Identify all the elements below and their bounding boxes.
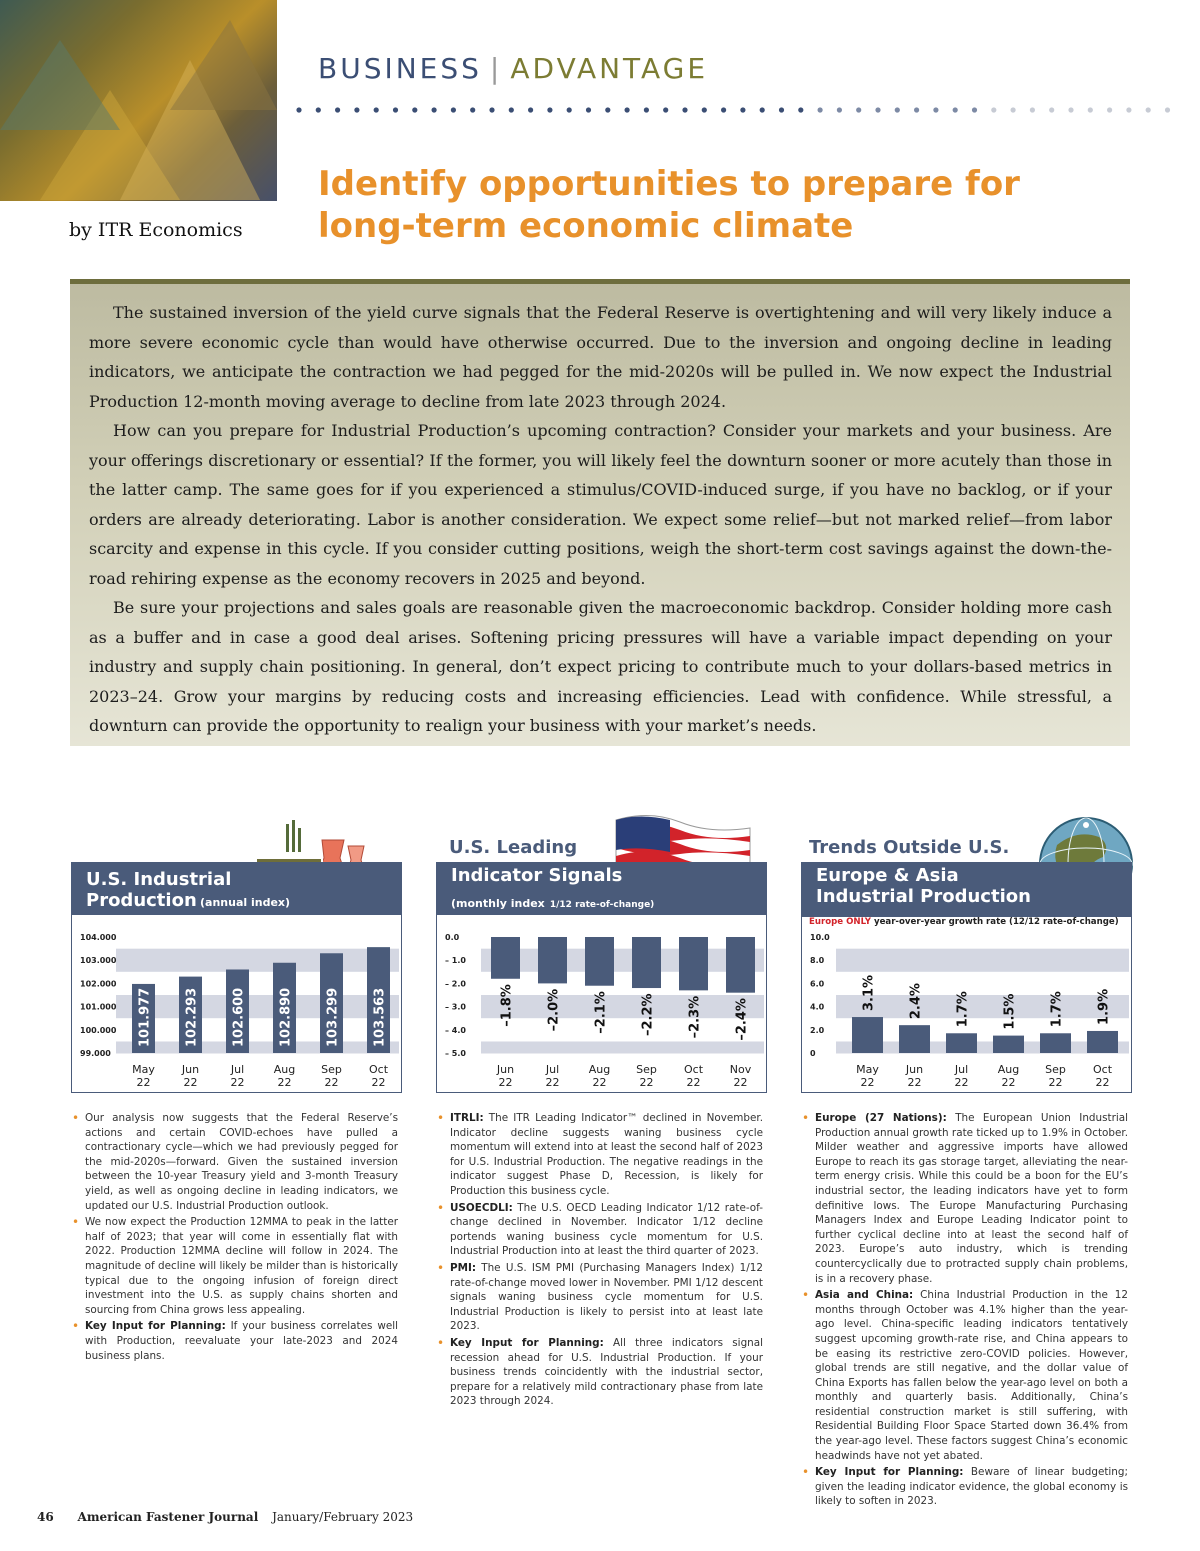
bar-value-label: 2.4% <box>908 983 924 1020</box>
rule-dot <box>1107 107 1112 112</box>
chart2-subtitle-small: 1/12 rate-of-change) <box>549 900 655 910</box>
bullet-item <box>802 1465 1128 1509</box>
bar <box>538 937 567 983</box>
y-tick-label: – 4.0 <box>445 1025 466 1035</box>
x-tick-label: 22 <box>498 1076 513 1089</box>
bar <box>491 937 520 979</box>
rule-dot <box>856 107 861 112</box>
bar <box>679 937 708 990</box>
page-footer <box>37 1510 413 1524</box>
x-tick-label: 22 <box>277 1076 292 1089</box>
bullet-text: China Industrial Production in the 12 months through October was 4.1% higher than the year-ago level. China-specific leading indicators tentatively suggest upcoming growth-rate rise, and China appears to be easing its restrictive zero-COVID policies. However, global trends are still negative, and the dollar value of China Exports has fallen below the year-ago level on both a monthly and quarterly basis. Additionally, China’s residential construction market is still suffering, with Residential Building Floor Space Started down 36.4% from the year-ago level. These factors suggest China’s economic headwinds have not yet abated. <box>815 1289 1129 1462</box>
y-tick-label: – 5.0 <box>445 1049 466 1058</box>
rule-dot <box>1126 107 1131 112</box>
x-tick-label: 22 <box>1095 1076 1110 1089</box>
bar <box>1040 1033 1071 1053</box>
kicker-business: BUSINESS <box>318 52 482 85</box>
y-tick-label: 4.0 <box>810 1002 825 1012</box>
bar-value-label: 103.563 <box>372 987 388 1047</box>
chart-panel-leading-indicators <box>436 862 767 1093</box>
rule-dot <box>895 107 900 112</box>
rule-dot <box>470 107 475 112</box>
rule-dot <box>625 107 630 112</box>
grid-band <box>116 983 399 995</box>
rule-dot <box>702 107 707 112</box>
rule-dot <box>798 107 803 112</box>
chart-panel-industrial-production <box>71 862 402 1093</box>
bullet-lead: PMI: <box>450 1261 476 1274</box>
x-tick-label: 22 <box>1001 1076 1016 1089</box>
bar-value-label: 3.1% <box>861 974 877 1012</box>
chart3-title-line1: Europe & Asia <box>816 865 959 886</box>
x-tick-label: Nov <box>729 1063 752 1076</box>
chart2-title-line1: U.S. Leading <box>449 837 578 858</box>
x-tick-label: Jun <box>496 1063 515 1076</box>
rule-dot <box>972 107 977 112</box>
grid-band <box>481 960 764 972</box>
x-tick-label: Aug <box>273 1063 296 1076</box>
bar <box>852 1017 883 1053</box>
issue-date: January/February 2023 <box>272 1510 414 1524</box>
bullets-column-1 <box>72 1111 398 1365</box>
headline: Identify opportunities to prepare for long-term economic climate <box>318 164 1020 246</box>
x-tick-label: Jun <box>905 1063 924 1076</box>
rule-dot <box>644 107 649 112</box>
rule-dot <box>316 107 321 112</box>
rule-dot <box>1088 107 1093 112</box>
chart1-title: U.S. Industrial Production <box>86 869 232 911</box>
dotted-rule <box>292 103 1182 117</box>
rule-dot <box>412 107 417 112</box>
grid-band <box>116 1030 399 1042</box>
grid-band <box>481 1007 764 1019</box>
bar-value-label: 102.600 <box>231 987 247 1047</box>
rule-dot <box>547 107 552 112</box>
x-tick-label: 22 <box>592 1076 607 1089</box>
grid-band <box>116 995 399 1007</box>
rule-dot <box>296 107 301 112</box>
rule-dot <box>432 107 437 112</box>
bullet-lead: USOECDLI: <box>450 1201 513 1214</box>
rule-dot <box>933 107 938 112</box>
x-tick-label: Aug <box>588 1063 611 1076</box>
rule-dot <box>953 107 958 112</box>
grid-band <box>116 949 399 961</box>
bar-value-label: –2.1% <box>593 991 609 1034</box>
kicker-advantage: ADVANTAGE <box>510 52 709 85</box>
grid-band <box>481 937 764 949</box>
bullet-lead: Key Input for Planning: <box>450 1336 604 1349</box>
bullet-lead: Asia and China: <box>815 1289 914 1302</box>
grid-band <box>116 960 399 972</box>
rule-dot <box>509 107 514 112</box>
rule-dot <box>1049 107 1054 112</box>
x-tick-label: 22 <box>136 1076 151 1089</box>
y-tick-label: – 1.0 <box>445 956 466 966</box>
bullet-item <box>802 1288 1128 1463</box>
y-tick-label: 104.000 <box>80 933 117 942</box>
bullet-text: All three indicators signal recession ahead for U.S. Industrial Production. If your business trends coincidently with the industrial sector, prepare for a relatively mild contractionary phase from late 2023 through 2024. <box>450 1336 764 1408</box>
rule-dot <box>721 107 726 112</box>
rule-dot <box>875 107 880 112</box>
x-tick-label: Sep <box>1045 1063 1066 1076</box>
x-tick-label: 22 <box>324 1076 339 1089</box>
y-tick-label: 10.0 <box>810 933 830 942</box>
bullet-lead: ITRLI: <box>450 1112 484 1124</box>
rule-dot <box>682 107 687 112</box>
bar-value-label: –1.8% <box>499 984 515 1027</box>
intro-paragraph: The sustained inversion of the yield curve signals that the Federal Reserve is overtightening and will very likely induce a more severe economic cycle than would have otherwise occurred. Due to the inversion and ongoing decline in leading indicators, we anticipate the contraction we had pegged for the mid-2020s will be pulled in. We now expect the Industrial Production 12-month moving average to decline from late 2023 through 2024. <box>89 303 1112 411</box>
x-tick-label: Oct <box>1092 1063 1113 1076</box>
bullet-lead: Key Input for Planning: <box>85 1320 226 1333</box>
y-tick-label: 101.000 <box>80 1002 117 1012</box>
bar-value-label: –2.2% <box>640 993 656 1037</box>
rule-dot <box>1146 107 1151 112</box>
chart3-title-above: Trends Outside U.S. <box>809 837 1010 858</box>
header-photo-graphic <box>0 0 277 201</box>
kicker-divider: | <box>489 52 503 85</box>
grid-band <box>836 1007 1129 1019</box>
y-tick-label: 100.000 <box>80 1025 117 1035</box>
magazine-name: American Fastener Journal <box>77 1510 259 1524</box>
x-tick-label: Sep <box>321 1063 342 1076</box>
bar-value-label: 1.7% <box>1049 991 1065 1028</box>
bar-value-label: 101.977 <box>137 987 153 1047</box>
x-tick-label: 22 <box>907 1076 922 1089</box>
bar-value-label: 102.890 <box>278 987 294 1047</box>
intro-paragraph: Be sure your projections and sales goals are reasonable given the macroeconomic backdrop. Consider holding more cash as a buffer and in case a good deal arises. Softening pricing pressures will have a variable impact depending on your industry and supply chain positioning. In general, don’t expect pricing to contribute much to your dollars-based metrics in 2023–24. Grow your margins by reducing costs and increasing efficiencies. Lead with confidence. While stressful, a downturn can provide the opportunity to realign your business with your market’s needs. <box>89 598 1112 735</box>
rule-dot <box>393 107 398 112</box>
bar-value-label: 1.9% <box>1096 988 1112 1025</box>
chart3-note-red: Europe ONLY <box>809 917 871 927</box>
bar <box>1087 1031 1118 1053</box>
y-tick-label: – 2.0 <box>445 979 466 989</box>
x-tick-label: 22 <box>733 1076 748 1089</box>
intro-paragraph: How can you prepare for Industrial Production’s upcoming contraction? Consider your markets and your business. Are your offerings discretionary or essential? If the former, you will likely feel the downturn sooner or more acutely than those in the latter camp. The same goes for if you experienced a stimulus/COVID-induced surge, if you have no backlog, or if your orders are already deteriorating. Labor is another consideration. We expect some relief—but not marked relief—from labor scarcity and expense in this cycle. If you consider cutting positions, weigh the short-term cost savings against the down-the-road rehiring expense as the economy recovers in 2025 and beyond. <box>89 421 1112 588</box>
bullet-text: Our analysis now suggests that the Federal Reserve’s actions and certain COVID-echoes have pulled a contractionary cycle—which we had previously pegged for the mid-2020s—forward. Given the sustained inversion between the 10-year Treasury yield and 3-month Treasury yield, as well as ongoing decline in leading indicators, we updated our U.S. Industrial Production outlook. <box>85 1112 398 1212</box>
bar-value-label: 103.299 <box>325 987 341 1047</box>
rule-dot <box>489 107 494 112</box>
bullet-item <box>437 1336 763 1409</box>
grid-band <box>116 937 399 949</box>
grid-band <box>116 1007 399 1019</box>
y-tick-label: 0 <box>810 1049 816 1058</box>
bar-value-label: 102.293 <box>184 987 200 1047</box>
x-tick-label: Aug <box>997 1063 1020 1076</box>
rule-dot <box>335 107 340 112</box>
x-tick-label: Jun <box>181 1063 200 1076</box>
x-tick-label: Jul <box>230 1063 245 1076</box>
x-tick-label: 22 <box>183 1076 198 1089</box>
bar <box>946 1033 977 1053</box>
bar <box>632 937 661 988</box>
chart-panel-europe-asia <box>801 862 1132 1093</box>
bar <box>899 1025 930 1053</box>
bullet-text: We now expect the Production 12MMA to peak in the latter half of 2023; that year will come in essentially flat with 2022. Production 12MMA decline will follow in 2024. The magnitude of decline will likely be milder than is historically typical due to the ongoing infusion of foreign direct investment into the U.S. as supply chains shorten and sourcing from China grows less appealing. <box>85 1216 398 1316</box>
bar <box>993 1036 1024 1053</box>
x-tick-label: 22 <box>860 1076 875 1089</box>
rule-dot <box>451 107 456 112</box>
rule-dot <box>1011 107 1016 112</box>
bullet-item <box>72 1215 398 1317</box>
chart3-title-line2: Industrial Production <box>816 886 1031 907</box>
y-tick-label: 2.0 <box>810 1025 825 1035</box>
bullet-lead: Europe (27 Nations): <box>815 1112 947 1124</box>
x-tick-label: Jul <box>545 1063 560 1076</box>
bullet-text: If your business correlates well with Production, reevaluate your late-2023 and 2024 business plans. <box>85 1320 398 1362</box>
chart3-plot <box>802 863 1131 1092</box>
chart1-subtitle: (annual index) <box>200 896 291 909</box>
bullet-item <box>72 1111 398 1213</box>
grid-band <box>481 995 764 1007</box>
x-tick-label: May <box>856 1063 879 1076</box>
bullet-text: The U.S. OECD Leading Indicator 1/12 rate-of-change declined in November. Indicator 1/12 decline portends waning business cycle momentum for U.S. Industrial Production into at least the third quarter of 2023. <box>450 1201 763 1258</box>
grid-band <box>836 983 1129 995</box>
rule-dot <box>991 107 996 112</box>
grid-band <box>116 1041 399 1053</box>
x-tick-label: Oct <box>683 1063 704 1076</box>
byline: by ITR Economics <box>69 219 243 241</box>
page-number: 46 <box>37 1510 54 1524</box>
chart3-note-rest: year-over-year growth rate (12/12 rate-of-change) <box>873 917 1119 927</box>
rule-dot <box>528 107 533 112</box>
grid-band <box>481 1041 764 1053</box>
grid-band <box>836 960 1129 972</box>
grid-band <box>836 995 1129 1007</box>
bullet-text: The ITR Leading Indicator™ declined in November. Indicator decline suggests waning business cycle momentum will extend into at least the second half of 2023 for U.S. Industrial Production. The negative readings in the indicator suggest Phase D, Recession, is likely for Production this business cycle. <box>450 1112 763 1197</box>
bullet-lead: Key Input for Planning: <box>815 1466 964 1479</box>
rule-dot <box>586 107 591 112</box>
rule-dot <box>818 107 823 112</box>
bar-value-label: 1.7% <box>955 991 971 1028</box>
x-tick-label: 22 <box>545 1076 560 1089</box>
rule-dot <box>1165 107 1170 112</box>
header-photo <box>0 0 277 201</box>
rule-dot <box>567 107 572 112</box>
chart2-title-line2: Indicator Signals <box>451 865 623 886</box>
x-tick-label: 22 <box>686 1076 701 1089</box>
rule-dot <box>779 107 784 112</box>
y-tick-label: 99.000 <box>80 1049 111 1058</box>
grid-band <box>481 983 764 995</box>
rule-dot <box>760 107 765 112</box>
rule-dot <box>605 107 610 112</box>
chart1-plot <box>72 863 401 1092</box>
bullet-item <box>437 1201 763 1259</box>
section-kicker <box>318 52 708 85</box>
bar-value-label: 1.5% <box>1002 993 1018 1030</box>
rule-dot <box>1030 107 1035 112</box>
x-tick-label: 22 <box>230 1076 245 1089</box>
bullet-text: Beware of linear budgeting; given the leading indicator evidence, the global economy is likely to soften in 2023. <box>815 1466 1128 1508</box>
rule-dot <box>663 107 668 112</box>
bullet-item <box>437 1261 763 1334</box>
rule-dot <box>914 107 919 112</box>
x-tick-label: Oct <box>368 1063 389 1076</box>
x-tick-label: May <box>132 1063 155 1076</box>
intro-box <box>70 279 1130 746</box>
y-tick-label: 0.0 <box>445 933 460 942</box>
bullet-text: The European Union Industrial Production annual growth rate ticked up to 1.9% in October. Milder weather and aggressive imports have allowed Europe to reach its gas storage target, alleviating the near-term energy crisis. While this could be a boon for the EU’s industrial sector, the leading indicators have yet to form definitive lows. The Europe Manufacturing Purchasing Managers Index and Europe Leading Indicator point to further cyclical decline into at least the second half of 2023. Europe’s auto industry, which is trending countercyclically due to protracted supply chain problems, is in a recovery phase. <box>815 1112 1128 1285</box>
x-tick-label: 22 <box>1048 1076 1063 1089</box>
bar-value-label: –2.3% <box>687 995 703 1039</box>
bar <box>726 937 755 993</box>
x-tick-label: Sep <box>636 1063 657 1076</box>
bullets-column-3 <box>802 1111 1128 1511</box>
x-tick-label: 22 <box>954 1076 969 1089</box>
chart2-plot <box>437 863 766 1092</box>
bullet-item <box>437 1111 763 1199</box>
x-tick-label: 22 <box>639 1076 654 1089</box>
y-tick-label: 6.0 <box>810 979 825 989</box>
y-tick-label: 8.0 <box>810 956 825 966</box>
rule-dot <box>1068 107 1073 112</box>
rule-dot <box>354 107 359 112</box>
bullet-item <box>802 1111 1128 1286</box>
bullet-item <box>72 1319 398 1363</box>
rule-dot <box>740 107 745 112</box>
x-tick-label: Jul <box>954 1063 969 1076</box>
rule-dot <box>374 107 379 112</box>
grid-band <box>836 937 1129 949</box>
bullet-text: The U.S. ISM PMI (Purchasing Managers Index) 1/12 rate-of-change moved lower in November. PMI 1/12 descent signals waning business cycle momentum for U.S. Industrial Production is likely to persist into at least late 2023. <box>450 1261 763 1333</box>
y-tick-label: 103.000 <box>80 956 117 966</box>
rule-dot <box>837 107 842 112</box>
bar-value-label: –2.0% <box>546 988 562 1032</box>
y-tick-label: 102.000 <box>80 979 117 989</box>
y-tick-label: – 3.0 <box>445 1002 466 1012</box>
x-tick-label: 22 <box>371 1076 386 1089</box>
grid-band <box>481 1030 764 1042</box>
bullets-column-2 <box>437 1111 763 1411</box>
chart2-subtitle: (monthly index <box>451 897 545 910</box>
bar-value-label: –2.4% <box>734 998 750 1041</box>
bar <box>585 937 614 986</box>
grid-band <box>836 949 1129 961</box>
grid-band <box>481 949 764 961</box>
